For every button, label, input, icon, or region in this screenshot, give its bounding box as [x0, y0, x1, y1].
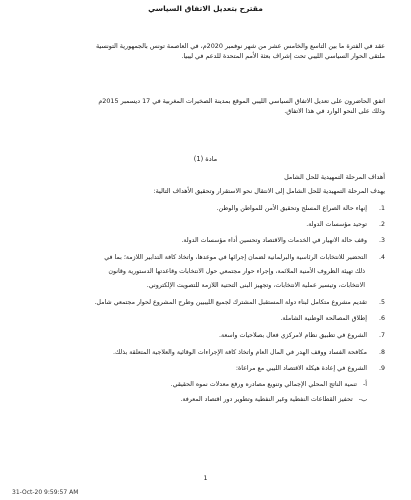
sub-item-letter: ب-: [358, 396, 367, 403]
item-number: 6.: [378, 315, 385, 322]
item-text: التحضير للانتخابات الرئاسية والبرلمانية لضمان إجرائها في موعدها، واتخاذ كافة التدابير اللازمة؛ بما في: [104, 254, 367, 261]
article-lead: يهدف المرحلة التمهيدية للحل الشامل إلى الانتقال نحو الاستقرار وتحقيق الأهداف التالية:: [153, 187, 385, 195]
item-number: 1.: [378, 205, 385, 212]
sub-list-item: [171, 380, 367, 389]
item-number: 8.: [378, 349, 385, 356]
item-number: 3.: [378, 237, 385, 244]
list-item: [219, 331, 385, 340]
agreement-line-2: وذلك على النحو الوارد في هذا الاتفاق.: [284, 107, 385, 115]
sub-item-text: تحفيز القطاعات النفطية وغير النفطية وتطوير دور اقتصاد المعرفة.: [180, 396, 353, 403]
item-text: الشروع في تطبيق نظام لامركزي فعال بصلاحيات واسعة.: [218, 332, 367, 339]
item-number: 2.: [378, 221, 385, 228]
item-number: 4.: [378, 254, 385, 261]
intro-line-2: ملتقى الحوار السياسي الليبي تحت إشراف بعثة الأمم المتحدة للدعم في ليبيا.: [181, 52, 385, 60]
agreement-line-1: اتفق الحاضرون على تعديل الاتفاق السياسي الليبي الموقع بمدينة الصخيرات المغربية في 17 ديسمبر 2015م: [98, 97, 385, 105]
list-item: [181, 236, 385, 245]
sub-item-letter: أ-: [362, 381, 367, 388]
item-text: إنهاء حالة الصراع المسلح وتحقيق الأمن للمواطن والوطن.: [216, 205, 367, 212]
item-continuation: الانتخابات، وتيسير عملية الانتخابات، وتجهيز البنى التحتية اللازمة للتصويت الإلكتروني.: [146, 282, 365, 289]
page-number: 1: [203, 474, 208, 482]
item-text: مكافحة الفساد ووقف الهدر في المال العام واتخاذ كافة الإجراءات الوقائية والعلاجية المتعلقة بذلك.: [113, 349, 367, 356]
list-item: [113, 348, 385, 357]
item-text: وقف حالة الانهيار في الخدمات والاقتصاد وتحسين أداء مؤسسات الدولة.: [181, 237, 367, 244]
article-number: مادة (1): [193, 155, 218, 163]
item-text: توحيد مؤسسات الدولة.: [306, 221, 367, 228]
list-item: [280, 314, 385, 323]
list-item: [216, 204, 385, 213]
item-text: الشروع في إعادة هيكلة الاقتصاد الليبي مع مراعاة:: [235, 365, 367, 372]
article-title: أهداف المرحلة التمهيدية للحل الشامل: [284, 173, 385, 181]
sub-list-item: [180, 395, 367, 404]
item-text: إطلاق المصالحة الوطنية الشاملة.: [280, 315, 367, 322]
item-text: تقديم مشروع متكامل لبناء دولة المستقبل المشترك لجميع الليبيين وطرح المشروع لحوار مجتمعي شامل.: [94, 299, 367, 306]
list-item: [104, 253, 385, 262]
footer-timestamp: 31-Oct-20 9:59:57 AM: [12, 489, 79, 496]
list-item: [306, 220, 385, 229]
sub-item-text: تنمية الناتج المحلي الإجمالي وتنويع مصادره ورفع معدلات نموه الحقيقي.: [170, 381, 357, 388]
intro-line-1: عقد في الفترة ما بين التاسع والخامس عشر من شهر نوفمبر 2020م، في العاصمة تونس بالجمهورية التونسية: [95, 42, 385, 50]
item-number: 9.: [378, 365, 385, 372]
list-item: [236, 364, 385, 373]
list-item: [94, 298, 385, 307]
item-number: 7.: [378, 332, 385, 339]
document-title: مقترح بتعديل الاتفاق السياسي: [148, 4, 263, 13]
item-continuation: ذلك تهيئة الظروف الأمنية الملائمة، وإجراء حوار مجتمعي حول الانتخابات وقاعدتها الدستورية وقانون: [108, 268, 365, 275]
item-number: 5.: [378, 299, 385, 306]
